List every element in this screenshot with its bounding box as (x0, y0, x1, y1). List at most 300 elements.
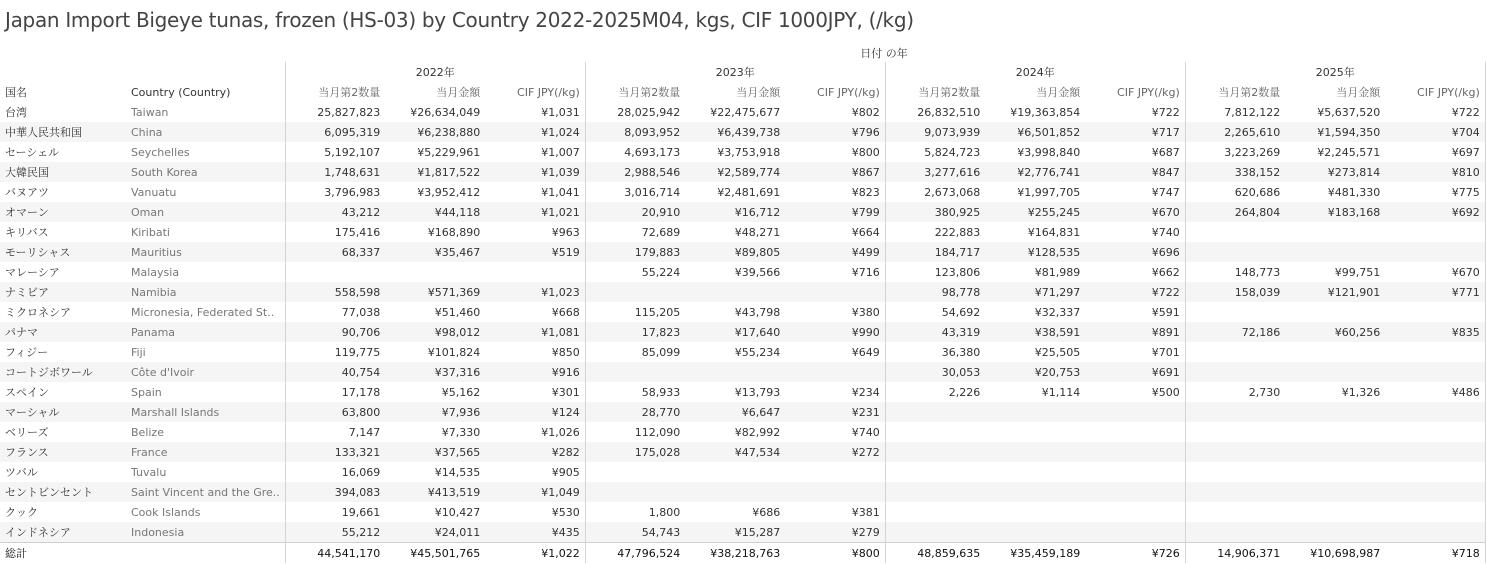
amount-cell: ¥15,287 (685, 522, 785, 543)
amount-cell: ¥24,011 (385, 522, 485, 543)
amount-cell: ¥3,753,918 (685, 142, 785, 162)
country-jp: オマーン (0, 202, 126, 222)
quantity-cell: 264,804 (1185, 202, 1285, 222)
table-row (0, 522, 1485, 543)
amount-cell: ¥39,566 (685, 262, 785, 282)
quantity-cell (1185, 522, 1285, 543)
amount-cell: ¥20,753 (985, 362, 1085, 382)
quantity-cell: 8,093,952 (585, 122, 685, 142)
measure-header: 当月第2数量 (885, 82, 985, 102)
table-row (0, 402, 1485, 422)
measure-header: 当月金額 (436, 86, 481, 99)
amount-cell: ¥7,936 (385, 402, 485, 422)
amount-cell: ¥51,460 (385, 302, 485, 322)
quantity-cell: 148,773 (1185, 262, 1285, 282)
amount-cell: ¥481,330 (1285, 182, 1385, 202)
country-jp: フランス (0, 442, 126, 462)
amount-cell (985, 522, 1085, 543)
amount-cell: ¥44,118 (385, 202, 485, 222)
cif-cell (1085, 482, 1185, 502)
country-jp: インドネシア (0, 522, 126, 543)
cif-cell: ¥823 (785, 182, 885, 202)
table-row (0, 502, 1485, 522)
amount-cell (1285, 502, 1385, 522)
quantity-cell: 40,754 (285, 362, 385, 382)
amount-cell: ¥37,565 (385, 442, 485, 462)
amount-cell: ¥6,439,738 (685, 122, 785, 142)
year-header: 2022年 (285, 62, 585, 82)
amount-cell: ¥121,901 (1285, 282, 1385, 302)
country-en: Kiribati (126, 222, 285, 242)
quantity-cell: 19,661 (285, 502, 385, 522)
measure-header: CIF JPY(/kg) (817, 85, 880, 99)
country-en: Mauritius (126, 242, 285, 262)
amount-cell: ¥55,234 (685, 342, 785, 362)
quantity-cell (1185, 362, 1285, 382)
cif-cell: ¥718 (1385, 543, 1485, 564)
cif-cell (1385, 422, 1485, 442)
cif-cell: ¥662 (1085, 262, 1185, 282)
cif-cell: ¥867 (785, 162, 885, 182)
quantity-cell (1185, 222, 1285, 242)
quantity-cell: 17,178 (285, 382, 385, 402)
amount-cell: ¥1,594,350 (1285, 122, 1385, 142)
table-row (0, 302, 1485, 322)
amount-cell: ¥6,238,880 (385, 122, 485, 142)
cif-cell: ¥800 (785, 543, 885, 564)
chart-title: Japan Import Bigeye tunas, frozen (HS-03) by Country 2022-2025M04, kgs, CIF 1000JPY, (/kg) (5, 8, 914, 32)
quantity-cell: 7,812,122 (1185, 102, 1285, 122)
cif-cell: ¥1,023 (485, 282, 585, 302)
amount-cell: ¥14,535 (385, 462, 485, 482)
quantity-cell: 6,095,319 (285, 122, 385, 142)
quantity-cell: 115,205 (585, 302, 685, 322)
cif-cell: ¥1,024 (485, 122, 585, 142)
cif-cell: ¥649 (785, 342, 885, 362)
cif-cell: ¥697 (1385, 142, 1485, 162)
cif-cell (1385, 242, 1485, 262)
year-header: 2025年 (1185, 62, 1485, 82)
amount-cell (1285, 342, 1385, 362)
quantity-cell: 133,321 (285, 442, 385, 462)
cif-cell: ¥810 (1385, 162, 1485, 182)
cif-cell: ¥500 (1085, 382, 1185, 402)
table-row (0, 282, 1485, 302)
quantity-cell: 68,337 (285, 242, 385, 262)
cif-cell (1385, 502, 1485, 522)
amount-cell: ¥13,793 (685, 382, 785, 402)
country-en: Spain (126, 382, 285, 402)
quantity-cell (1185, 422, 1285, 442)
amount-cell: ¥35,467 (385, 242, 485, 262)
amount-cell: ¥164,831 (985, 222, 1085, 242)
cif-cell: ¥692 (1385, 202, 1485, 222)
amount-cell: ¥6,501,852 (985, 122, 1085, 142)
country-jp: キリバス (0, 222, 126, 242)
amount-cell (985, 462, 1085, 482)
amount-cell: ¥32,337 (985, 302, 1085, 322)
quantity-cell: 58,933 (585, 382, 685, 402)
amount-cell: ¥128,535 (985, 242, 1085, 262)
amount-cell: ¥17,640 (685, 322, 785, 342)
cif-cell (1085, 402, 1185, 422)
quantity-cell: 54,743 (585, 522, 685, 543)
quantity-cell (1185, 502, 1285, 522)
quantity-cell: 47,796,524 (585, 543, 685, 564)
quantity-cell: 43,212 (285, 202, 385, 222)
cif-cell: ¥591 (1085, 302, 1185, 322)
cif-cell: ¥124 (485, 402, 585, 422)
cif-cell: ¥722 (1385, 102, 1485, 122)
amount-cell: ¥168,890 (385, 222, 485, 242)
quantity-cell: 394,083 (285, 482, 385, 502)
cif-cell: ¥717 (1085, 122, 1185, 142)
cif-cell (485, 262, 585, 282)
year-header-row (0, 62, 1485, 82)
amount-cell: ¥45,501,765 (385, 543, 485, 564)
quantity-cell: 54,692 (885, 302, 985, 322)
cif-cell (1385, 302, 1485, 322)
country-en: Malaysia (126, 262, 285, 282)
country-en: Vanuatu (126, 182, 285, 202)
cif-cell (1385, 402, 1485, 422)
amount-cell: ¥2,589,774 (685, 162, 785, 182)
quantity-cell (1185, 442, 1285, 462)
quantity-cell: 90,706 (285, 322, 385, 342)
country-en: Côte d'Ivoir (126, 362, 285, 382)
quantity-cell: 36,380 (885, 342, 985, 362)
cif-cell (785, 362, 885, 382)
quantity-cell: 28,025,942 (585, 102, 685, 122)
cif-cell: ¥722 (1085, 102, 1185, 122)
quantity-cell: 43,319 (885, 322, 985, 342)
quantity-cell: 4,693,173 (585, 142, 685, 162)
quantity-cell: 44,541,170 (285, 543, 385, 564)
quantity-cell: 14,906,371 (1185, 543, 1285, 564)
table-row (0, 142, 1485, 162)
cif-cell: ¥905 (485, 462, 585, 482)
table-row (0, 222, 1485, 242)
cif-cell (1085, 462, 1185, 482)
country-en: Cook Islands (126, 502, 285, 522)
table-row (0, 422, 1485, 442)
country-jp: ベリーズ (0, 422, 126, 442)
amount-cell: ¥22,475,677 (685, 102, 785, 122)
crosstab-table (0, 62, 1486, 563)
amount-cell (1285, 462, 1385, 482)
cif-cell (1385, 442, 1485, 462)
table-row (0, 322, 1485, 342)
quantity-cell: 26,832,510 (885, 102, 985, 122)
amount-cell: ¥3,998,840 (985, 142, 1085, 162)
quantity-cell: 5,824,723 (885, 142, 985, 162)
country-en: Seychelles (126, 142, 285, 162)
cif-cell: ¥486 (1385, 382, 1485, 402)
quantity-cell: 1,800 (585, 502, 685, 522)
cif-cell: ¥670 (1385, 262, 1485, 282)
amount-cell: ¥2,481,691 (685, 182, 785, 202)
country-jp: スペイン (0, 382, 126, 402)
measure-header: CIF JPY(/kg) (517, 85, 580, 99)
cif-cell: ¥847 (1085, 162, 1185, 182)
amount-cell: ¥255,245 (985, 202, 1085, 222)
country-en: Panama (126, 322, 285, 342)
cif-cell (785, 282, 885, 302)
amount-cell: ¥6,647 (685, 402, 785, 422)
cif-cell: ¥747 (1085, 182, 1185, 202)
cif-cell (785, 482, 885, 502)
quantity-cell: 72,689 (585, 222, 685, 242)
quantity-cell: 184,717 (885, 242, 985, 262)
amount-cell (685, 462, 785, 482)
country-en: South Korea (126, 162, 285, 182)
cif-cell (1085, 522, 1185, 543)
cif-cell: ¥716 (785, 262, 885, 282)
quantity-cell (885, 482, 985, 502)
quantity-cell: 3,223,269 (1185, 142, 1285, 162)
amount-cell: ¥3,952,412 (385, 182, 485, 202)
table-row (0, 462, 1485, 482)
cif-cell (1385, 522, 1485, 543)
amount-cell: ¥71,297 (985, 282, 1085, 302)
country-en: Oman (126, 202, 285, 222)
cif-cell (1085, 502, 1185, 522)
measure-header: 当月金額 (1036, 86, 1081, 99)
country-en: Marshall Islands (126, 402, 285, 422)
cif-cell: ¥519 (485, 242, 585, 262)
table-row (0, 342, 1485, 362)
table-row (0, 202, 1485, 222)
cif-cell (1085, 422, 1185, 442)
quantity-cell: 85,099 (585, 342, 685, 362)
amount-cell (385, 262, 485, 282)
country-jp: モーリシャス (0, 242, 126, 262)
cif-cell: ¥916 (485, 362, 585, 382)
quantity-cell: 55,224 (585, 262, 685, 282)
country-jp: コートジボワール (0, 362, 126, 382)
amount-cell (1285, 422, 1385, 442)
quantity-cell (885, 402, 985, 422)
quantity-cell (1185, 242, 1285, 262)
table-row (0, 182, 1485, 202)
country-jp: マーシャル (0, 402, 126, 422)
country-jp: パナマ (0, 322, 126, 342)
country-en: Tuvalu (126, 462, 285, 482)
amount-cell (1285, 442, 1385, 462)
cif-cell: ¥272 (785, 442, 885, 462)
cif-cell: ¥435 (485, 522, 585, 543)
amount-cell: ¥5,162 (385, 382, 485, 402)
amount-cell (1285, 522, 1385, 543)
quantity-cell: 77,038 (285, 302, 385, 322)
cif-cell: ¥530 (485, 502, 585, 522)
amount-cell: ¥1,326 (1285, 382, 1385, 402)
quantity-cell: 7,147 (285, 422, 385, 442)
quantity-cell: 2,988,546 (585, 162, 685, 182)
quantity-cell: 175,028 (585, 442, 685, 462)
amount-cell (985, 482, 1085, 502)
amount-cell: ¥38,218,763 (685, 543, 785, 564)
cif-cell: ¥691 (1085, 362, 1185, 382)
country-jp: ナミビア (0, 282, 126, 302)
quantity-cell: 63,800 (285, 402, 385, 422)
cif-cell: ¥726 (1085, 543, 1185, 564)
cif-cell: ¥796 (785, 122, 885, 142)
amount-cell: ¥48,271 (685, 222, 785, 242)
amount-cell: ¥5,229,961 (385, 142, 485, 162)
amount-cell: ¥571,369 (385, 282, 485, 302)
quantity-cell: 3,016,714 (585, 182, 685, 202)
cif-cell (1085, 442, 1185, 462)
amount-cell: ¥273,814 (1285, 162, 1385, 182)
country-en: France (126, 442, 285, 462)
quantity-cell: 222,883 (885, 222, 985, 242)
quantity-cell: 72,186 (1185, 322, 1285, 342)
cif-cell: ¥722 (1085, 282, 1185, 302)
cif-cell: ¥301 (485, 382, 585, 402)
quantity-cell: 2,226 (885, 382, 985, 402)
cif-cell (1385, 462, 1485, 482)
quantity-cell: 16,069 (285, 462, 385, 482)
cif-cell: ¥668 (485, 302, 585, 322)
amount-cell: ¥35,459,189 (985, 543, 1085, 564)
quantity-cell (1185, 462, 1285, 482)
quantity-cell: 112,090 (585, 422, 685, 442)
quantity-cell (1185, 302, 1285, 322)
country-jp: セントビンセント (0, 482, 126, 502)
amount-cell (1285, 222, 1385, 242)
measure-header: 当月第2数量 (1185, 82, 1285, 102)
cif-cell: ¥664 (785, 222, 885, 242)
cif-cell: ¥1,007 (485, 142, 585, 162)
row-header-jp: 国名 (5, 86, 27, 99)
cif-cell: ¥963 (485, 222, 585, 242)
cif-cell: ¥775 (1385, 182, 1485, 202)
cif-cell: ¥234 (785, 382, 885, 402)
quantity-cell: 158,039 (1185, 282, 1285, 302)
amount-cell: ¥38,591 (985, 322, 1085, 342)
quantity-cell: 55,212 (285, 522, 385, 543)
cif-cell: ¥701 (1085, 342, 1185, 362)
country-jp: 台湾 (0, 102, 126, 122)
country-jp: バヌアツ (0, 182, 126, 202)
country-en: Saint Vincent and the Gre.. (126, 482, 285, 502)
quantity-cell: 179,883 (585, 242, 685, 262)
quantity-cell (585, 462, 685, 482)
quantity-cell: 119,775 (285, 342, 385, 362)
cif-cell: ¥800 (785, 142, 885, 162)
amount-cell: ¥43,798 (685, 302, 785, 322)
column-group-label: 日付 の年 (860, 47, 908, 60)
quantity-cell: 98,778 (885, 282, 985, 302)
amount-cell (985, 402, 1085, 422)
cif-cell: ¥990 (785, 322, 885, 342)
amount-cell: ¥101,824 (385, 342, 485, 362)
cif-cell: ¥704 (1385, 122, 1485, 142)
amount-cell: ¥2,776,741 (985, 162, 1085, 182)
country-jp: フィジー (0, 342, 126, 362)
country-en: Taiwan (126, 102, 285, 122)
cif-cell: ¥1,041 (485, 182, 585, 202)
amount-cell: ¥16,712 (685, 202, 785, 222)
quantity-cell (885, 422, 985, 442)
amount-cell: ¥1,114 (985, 382, 1085, 402)
measure-header: CIF JPY(/kg) (1385, 82, 1485, 102)
amount-cell (1285, 242, 1385, 262)
amount-cell: ¥1,997,705 (985, 182, 1085, 202)
quantity-cell (885, 442, 985, 462)
cif-cell: ¥279 (785, 522, 885, 543)
amount-cell: ¥413,519 (385, 482, 485, 502)
country-jp: 中華人民共和国 (0, 122, 126, 142)
quantity-cell: 17,823 (585, 322, 685, 342)
quantity-cell (1185, 342, 1285, 362)
measure-header-row (0, 82, 1485, 102)
country-en (126, 543, 285, 564)
total-row (0, 543, 1485, 564)
amount-cell (985, 502, 1085, 522)
amount-cell: ¥183,168 (1285, 202, 1385, 222)
quantity-cell: 2,673,068 (885, 182, 985, 202)
cif-cell: ¥740 (1085, 222, 1185, 242)
cif-cell: ¥1,049 (485, 482, 585, 502)
amount-cell (1285, 482, 1385, 502)
measure-header: 当月金額 (1336, 86, 1381, 99)
country-jp: 大韓民国 (0, 162, 126, 182)
table-row (0, 362, 1485, 382)
measure-header: CIF JPY(/kg) (1117, 85, 1180, 99)
amount-cell: ¥1,817,522 (385, 162, 485, 182)
table-row (0, 162, 1485, 182)
table-row (0, 242, 1485, 262)
amount-cell: ¥7,330 (385, 422, 485, 442)
measure-header: 当月金額 (736, 86, 781, 99)
quantity-cell: 9,073,939 (885, 122, 985, 142)
quantity-cell (585, 482, 685, 502)
quantity-cell: 3,796,983 (285, 182, 385, 202)
cif-cell: ¥231 (785, 402, 885, 422)
amount-cell: ¥89,805 (685, 242, 785, 262)
quantity-cell: 620,686 (1185, 182, 1285, 202)
cif-cell: ¥687 (1085, 142, 1185, 162)
country-en: Micronesia, Federated St.. (126, 302, 285, 322)
amount-cell (985, 422, 1085, 442)
quantity-cell: 2,265,610 (1185, 122, 1285, 142)
amount-cell: ¥82,992 (685, 422, 785, 442)
table-row (0, 102, 1485, 122)
amount-cell (685, 282, 785, 302)
cif-cell: ¥1,026 (485, 422, 585, 442)
amount-cell: ¥19,363,854 (985, 102, 1085, 122)
cif-cell: ¥380 (785, 302, 885, 322)
amount-cell: ¥37,316 (385, 362, 485, 382)
amount-cell (685, 362, 785, 382)
cif-cell: ¥891 (1085, 322, 1185, 342)
amount-cell: ¥5,637,520 (1285, 102, 1385, 122)
cif-cell (1385, 222, 1485, 242)
cif-cell: ¥1,039 (485, 162, 585, 182)
amount-cell: ¥47,534 (685, 442, 785, 462)
amount-cell (1285, 362, 1385, 382)
cif-cell: ¥1,021 (485, 202, 585, 222)
quantity-cell: 175,416 (285, 222, 385, 242)
cif-cell (785, 462, 885, 482)
table-row (0, 122, 1485, 142)
amount-cell: ¥10,698,987 (1285, 543, 1385, 564)
amount-cell (685, 482, 785, 502)
quantity-cell (885, 462, 985, 482)
quantity-cell: 30,053 (885, 362, 985, 382)
